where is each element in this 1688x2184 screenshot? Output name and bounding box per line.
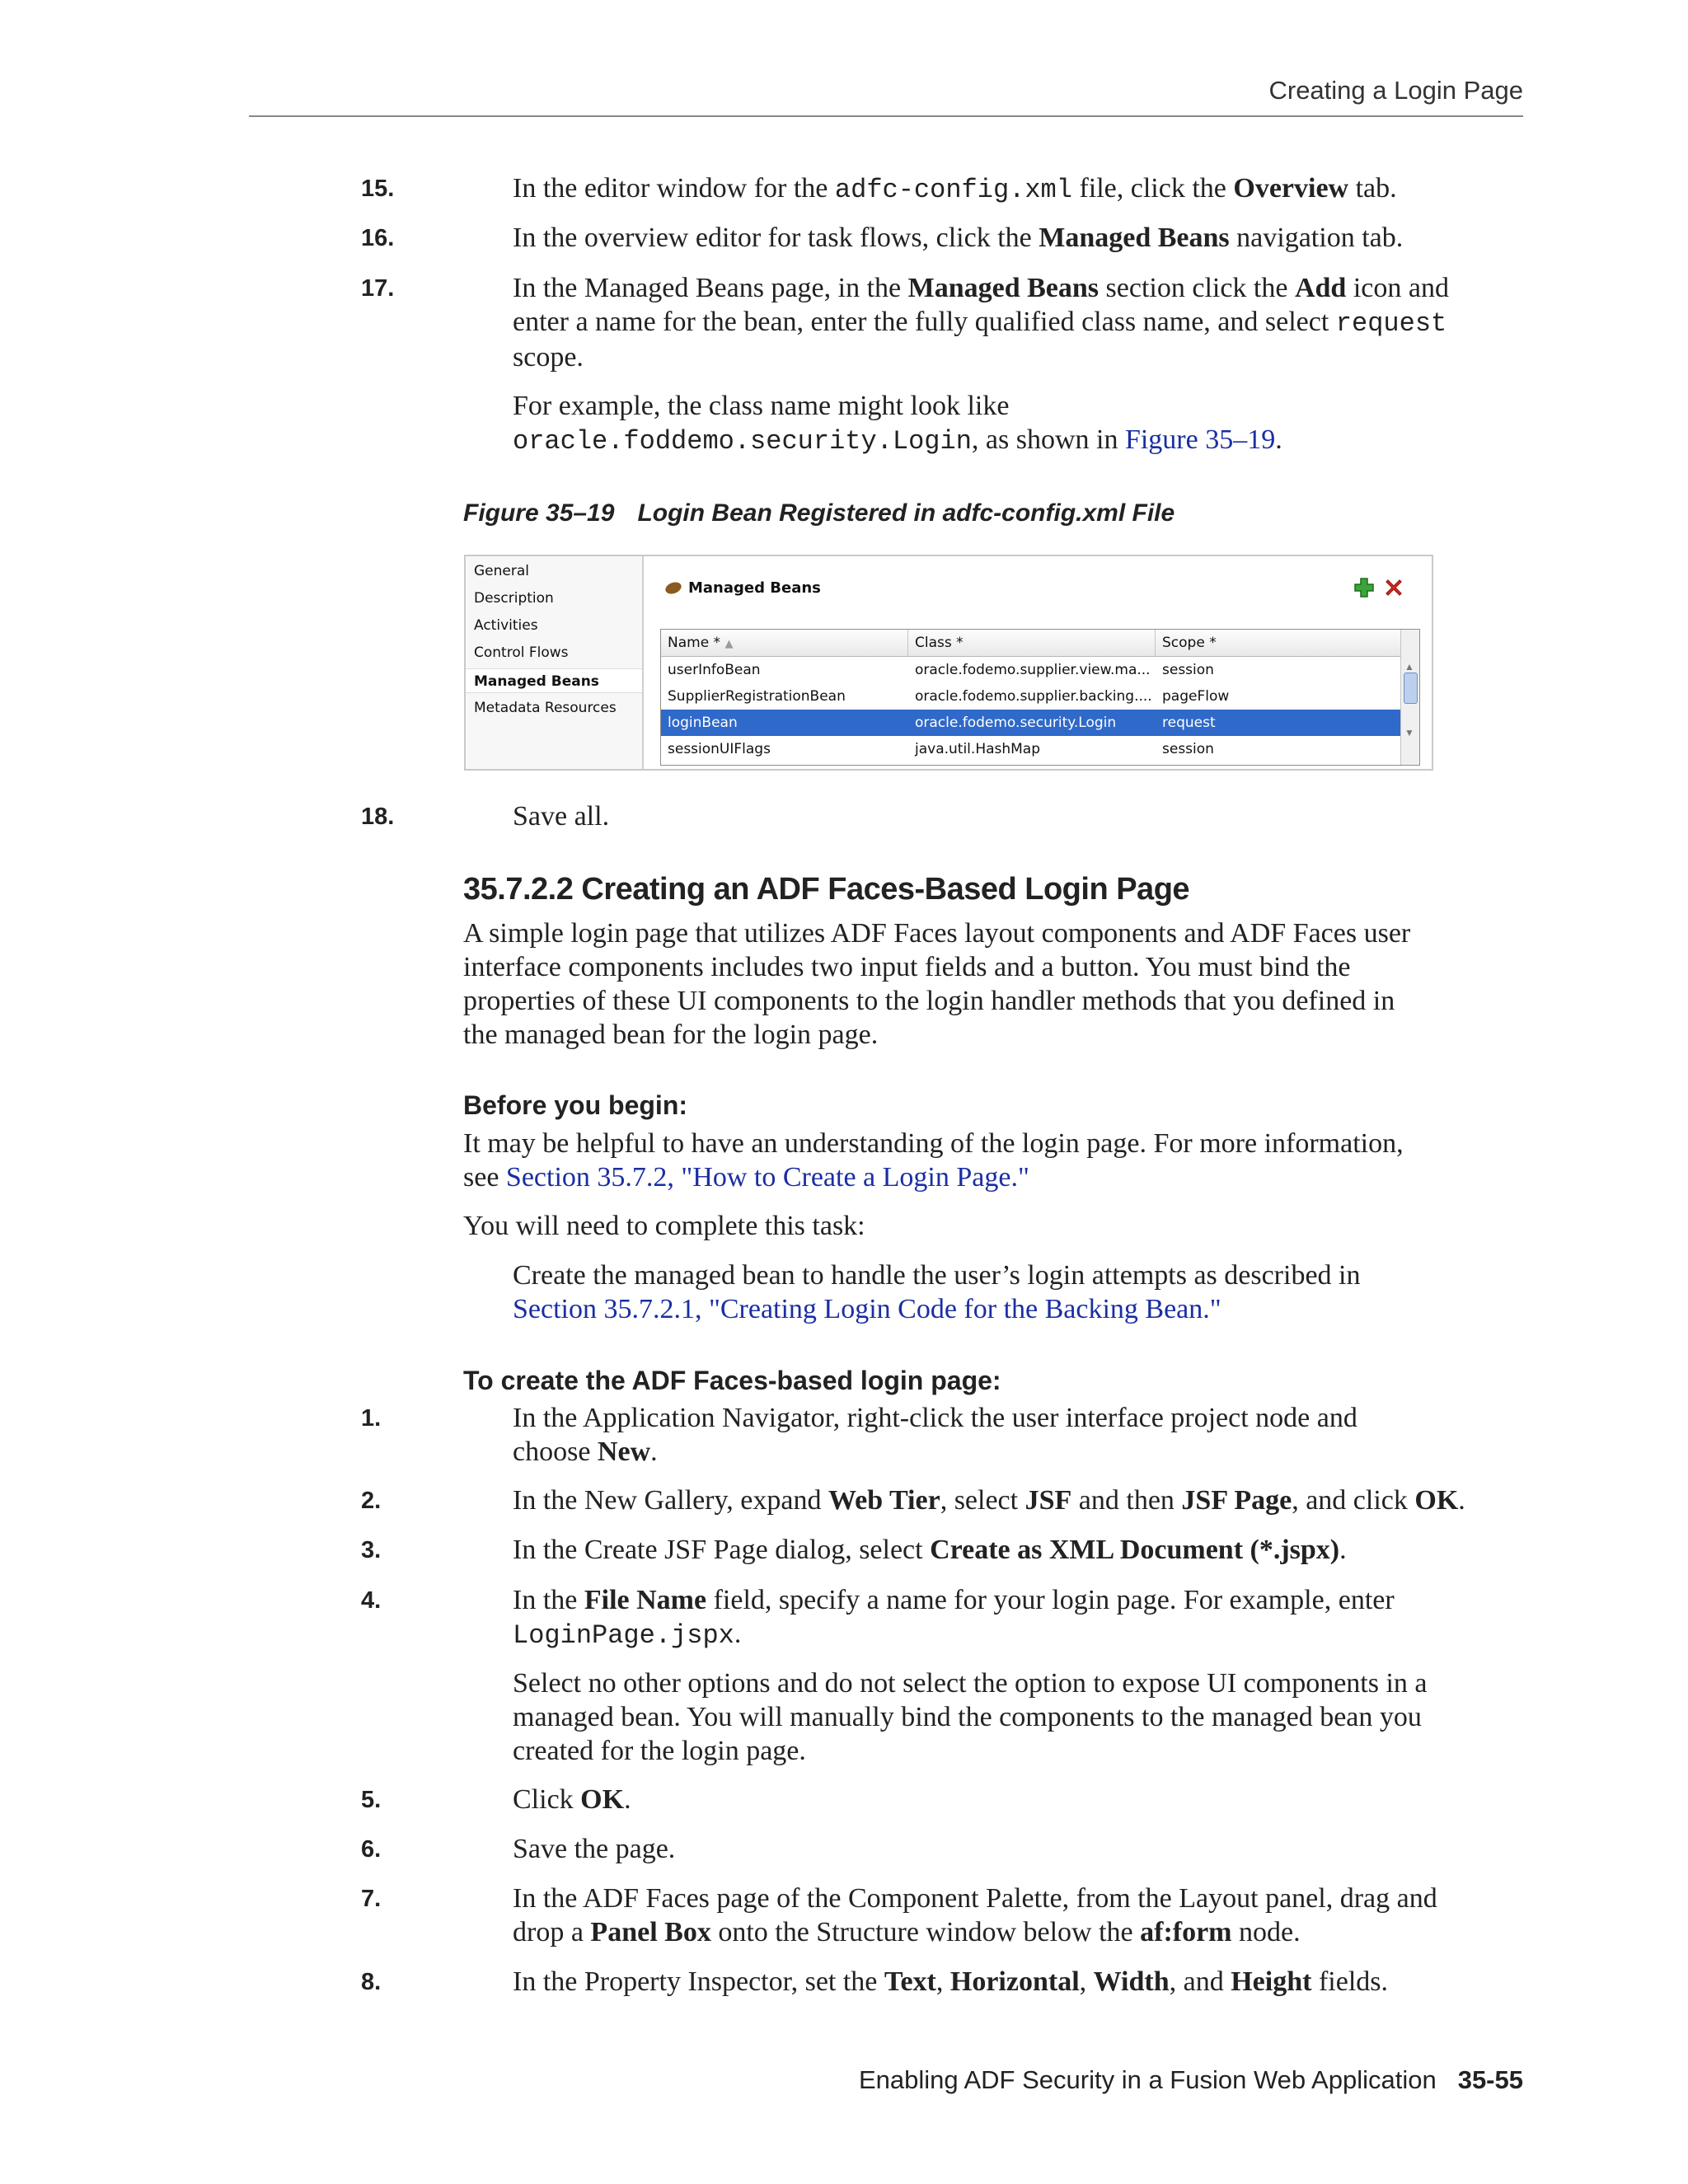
step-text: In the Property Inspector, set the bbox=[513, 1966, 884, 1997]
step-text: scope. bbox=[513, 342, 584, 373]
section-link[interactable]: Section 35.7.2.1, "Creating Login Code for the Backing Bean." bbox=[513, 1294, 1221, 1324]
step-text: In the Application Navigator, right-click the user interface project node and bbox=[513, 1403, 1357, 1433]
step-text: , and bbox=[1169, 1966, 1231, 1997]
cell-class: java.util.HashMap bbox=[915, 741, 1041, 757]
cell-scope: request bbox=[1162, 715, 1216, 731]
bold-term: Horizontal bbox=[950, 1966, 1080, 1997]
cell-class: oracle.fodemo.supplier.backing.... bbox=[915, 688, 1152, 705]
bold-term: Create as XML Document (*.jspx) bbox=[930, 1535, 1340, 1565]
step-text: In the editor window for the bbox=[513, 173, 835, 204]
scroll-down-icon[interactable]: ▼ bbox=[1404, 727, 1414, 738]
cell-scope: session bbox=[1162, 662, 1214, 678]
step-number: 6. bbox=[361, 1836, 382, 1863]
step-text: , and click bbox=[1292, 1485, 1415, 1516]
step-text: drop a bbox=[513, 1917, 591, 1947]
before-paragraph bbox=[463, 1127, 1526, 1194]
paragraph-line: interface components includes two input fields and a button. You must bind the bbox=[463, 952, 1351, 982]
cell-scope: session bbox=[1162, 741, 1214, 757]
procedure-heading: To create the ADF Faces-based login page: bbox=[463, 1366, 1001, 1395]
step-text: . bbox=[650, 1436, 658, 1467]
bold-term: Text bbox=[884, 1966, 936, 1997]
running-head: Creating a Login Page bbox=[1268, 76, 1523, 105]
paragraph-line: created for the login page. bbox=[513, 1736, 806, 1766]
section-intro bbox=[463, 916, 1526, 1052]
table-row[interactable] bbox=[661, 657, 1401, 683]
create-step-4-note bbox=[513, 1666, 1526, 1768]
step-text: . bbox=[734, 1619, 742, 1649]
paragraph-line: properties of these UI components to the login handler methods that you defined in bbox=[463, 986, 1395, 1016]
bold-term: Add bbox=[1294, 273, 1347, 303]
step-text: Click bbox=[513, 1784, 581, 1815]
step-text: In the Managed Beans page, in the bbox=[513, 273, 908, 303]
figure-link[interactable]: Figure 35–19 bbox=[1124, 424, 1276, 455]
cell-name: userInfoBean bbox=[668, 662, 761, 678]
nav-item-activities[interactable]: Activities bbox=[474, 617, 538, 634]
step-number: 18. bbox=[361, 804, 395, 830]
delete-icon[interactable] bbox=[1382, 576, 1405, 599]
step-text: field, specify a name for your login page. For example, enter bbox=[706, 1585, 1395, 1615]
example-paragraph bbox=[513, 389, 1526, 458]
sort-ascending-icon: ▲ bbox=[724, 638, 734, 650]
step-number: 7. bbox=[361, 1886, 382, 1912]
scrollbar-thumb[interactable] bbox=[1404, 673, 1418, 704]
column-label: Name * bbox=[668, 635, 721, 651]
step-text: enter a name for the bean, enter the fully qualified class name, and select bbox=[513, 307, 1336, 337]
paragraph-line: Select no other options and do not select the option to expose UI components in a bbox=[513, 1668, 1428, 1699]
table-row-selected[interactable] bbox=[661, 710, 1401, 736]
bold-term: Managed Beans bbox=[1039, 223, 1230, 253]
bold-term: JSF Page bbox=[1181, 1485, 1292, 1516]
cell-name: loginBean bbox=[668, 715, 738, 731]
step-number: 4. bbox=[361, 1587, 382, 1614]
cell-class: oracle.fodemo.security.Login bbox=[915, 715, 1117, 731]
cell-name: sessionUIFlags bbox=[668, 741, 771, 757]
paragraph-line: managed bean. You will manually bind the components to the managed bean you bbox=[513, 1702, 1422, 1732]
paragraph-text: see bbox=[463, 1162, 506, 1193]
step-text: icon and bbox=[1346, 273, 1449, 303]
cell-name: SupplierRegistrationBean bbox=[668, 688, 846, 705]
column-header-class[interactable]: Class * bbox=[908, 630, 1156, 656]
step-text: In the New Gallery, expand bbox=[513, 1485, 828, 1516]
managed-beans-screenshot bbox=[464, 555, 1433, 771]
step-text: tab. bbox=[1348, 173, 1397, 204]
section-heading: 35.7.2.2 Creating an ADF Faces-Based Login Page bbox=[463, 872, 1190, 907]
step-number: 15. bbox=[361, 176, 395, 202]
figure-title: Login Bean Registered in adfc-config.xml File bbox=[637, 499, 1175, 527]
header-rule bbox=[249, 115, 1523, 117]
add-icon[interactable] bbox=[1353, 576, 1376, 599]
page-footer bbox=[859, 2065, 1523, 2095]
step-text: file, click the bbox=[1071, 173, 1234, 204]
step-text: and then bbox=[1071, 1485, 1182, 1516]
before-heading: Before you begin: bbox=[463, 1090, 688, 1120]
bold-term: Managed Beans bbox=[907, 273, 1100, 303]
step-text: navigation tab. bbox=[1229, 223, 1404, 253]
step-text: fields. bbox=[1311, 1966, 1388, 1997]
step-text: , bbox=[935, 1966, 950, 1997]
page-number: 35-55 bbox=[1457, 2065, 1523, 2094]
step-text: , select bbox=[940, 1485, 1025, 1516]
table-header bbox=[661, 630, 1401, 657]
column-header-name[interactable] bbox=[661, 630, 908, 656]
code-text: request bbox=[1335, 308, 1447, 339]
scroll-up-icon[interactable]: ▲ bbox=[1404, 661, 1414, 673]
paragraph-line: A simple login page that utilizes ADF Faces layout components and ADF Faces user bbox=[463, 918, 1411, 949]
code-text: LoginPage.jspx bbox=[513, 1620, 734, 1651]
table-row[interactable] bbox=[661, 683, 1401, 710]
managed-beans-table bbox=[660, 629, 1420, 766]
step-number: 2. bbox=[361, 1488, 382, 1514]
step-text: In the bbox=[513, 1585, 584, 1615]
bold-term: OK bbox=[580, 1784, 625, 1815]
step-text: Save all. bbox=[513, 801, 610, 832]
bean-icon bbox=[663, 580, 682, 596]
bold-term: New bbox=[597, 1436, 651, 1467]
vertical-scrollbar[interactable] bbox=[1400, 630, 1419, 765]
task-item bbox=[513, 1258, 1526, 1326]
step-text: . bbox=[1458, 1485, 1465, 1516]
nav-item-metadata-resources[interactable]: Metadata Resources bbox=[474, 700, 617, 716]
step-text: In the ADF Faces page of the Component Palette, from the Layout panel, drag and bbox=[513, 1883, 1437, 1914]
nav-item-description[interactable]: Description bbox=[474, 590, 554, 607]
footer-title: Enabling ADF Security in a Fusion Web Application bbox=[858, 2065, 1437, 2094]
step-number: 1. bbox=[361, 1405, 382, 1432]
bold-term: Overview bbox=[1233, 173, 1349, 204]
bold-term: Width bbox=[1093, 1966, 1170, 1997]
bold-term: Panel Box bbox=[590, 1917, 711, 1947]
step-number: 5. bbox=[361, 1787, 382, 1813]
managed-beans-panel bbox=[644, 556, 1432, 769]
bold-term: OK bbox=[1414, 1485, 1459, 1516]
bold-term: af:form bbox=[1140, 1917, 1232, 1947]
paragraph-line: the managed bean for the login page. bbox=[463, 1019, 879, 1050]
bold-term: File Name bbox=[584, 1585, 707, 1615]
task-intro: You will need to complete this task: bbox=[463, 1211, 865, 1241]
step-text: In the Create JSF Page dialog, select bbox=[513, 1535, 931, 1565]
nav-item-managed-beans[interactable]: Managed Beans bbox=[466, 668, 642, 693]
step-text: , bbox=[1079, 1966, 1094, 1997]
nav-item-control-flows[interactable]: Control Flows bbox=[474, 644, 569, 661]
paragraph-text: , as shown in bbox=[971, 424, 1125, 455]
code-text: oracle.foddemo.security.Login bbox=[513, 426, 972, 457]
figure-caption bbox=[463, 499, 1175, 527]
step-number: 16. bbox=[361, 225, 395, 251]
step-text: In the overview editor for task flows, click the bbox=[513, 223, 1039, 253]
paragraph-text: For example, the class name might look like bbox=[513, 391, 1010, 421]
section-link[interactable]: Section 35.7.2, "How to Create a Login Page." bbox=[505, 1162, 1029, 1193]
paragraph-text: Create the managed bean to handle the user’s login attempts as described in bbox=[513, 1260, 1361, 1291]
figure-number: Figure 35–19 bbox=[463, 499, 615, 527]
bold-term: JSF bbox=[1025, 1485, 1072, 1516]
bold-term: Height bbox=[1231, 1966, 1312, 1997]
paragraph-text: It may be helpful to have an understanding of the login page. For more information, bbox=[463, 1128, 1404, 1159]
step-number: 3. bbox=[361, 1537, 382, 1563]
step-text: onto the Structure window below the bbox=[710, 1917, 1141, 1947]
cell-scope: pageFlow bbox=[1162, 688, 1230, 705]
column-header-scope[interactable]: Scope * bbox=[1156, 630, 1401, 656]
section-title: Managed Beans bbox=[688, 579, 821, 597]
step-text: choose bbox=[513, 1436, 598, 1467]
step-number: 17. bbox=[361, 275, 395, 302]
step-text: . bbox=[624, 1784, 631, 1815]
step-number: 8. bbox=[361, 1969, 382, 1995]
step-text: Save the page. bbox=[513, 1834, 676, 1864]
step-text: section click the bbox=[1099, 273, 1295, 303]
cell-class: oracle.fodemo.supplier.view.ma... bbox=[915, 662, 1151, 678]
bold-term: Web Tier bbox=[828, 1485, 940, 1516]
overview-nav bbox=[466, 556, 644, 769]
code-text: adfc-config.xml bbox=[834, 175, 1072, 205]
table-row[interactable] bbox=[661, 736, 1401, 762]
step-text: . bbox=[1339, 1535, 1347, 1565]
paragraph-text: . bbox=[1275, 424, 1282, 455]
nav-item-general[interactable]: General bbox=[474, 563, 529, 579]
step-text: node. bbox=[1231, 1917, 1301, 1947]
